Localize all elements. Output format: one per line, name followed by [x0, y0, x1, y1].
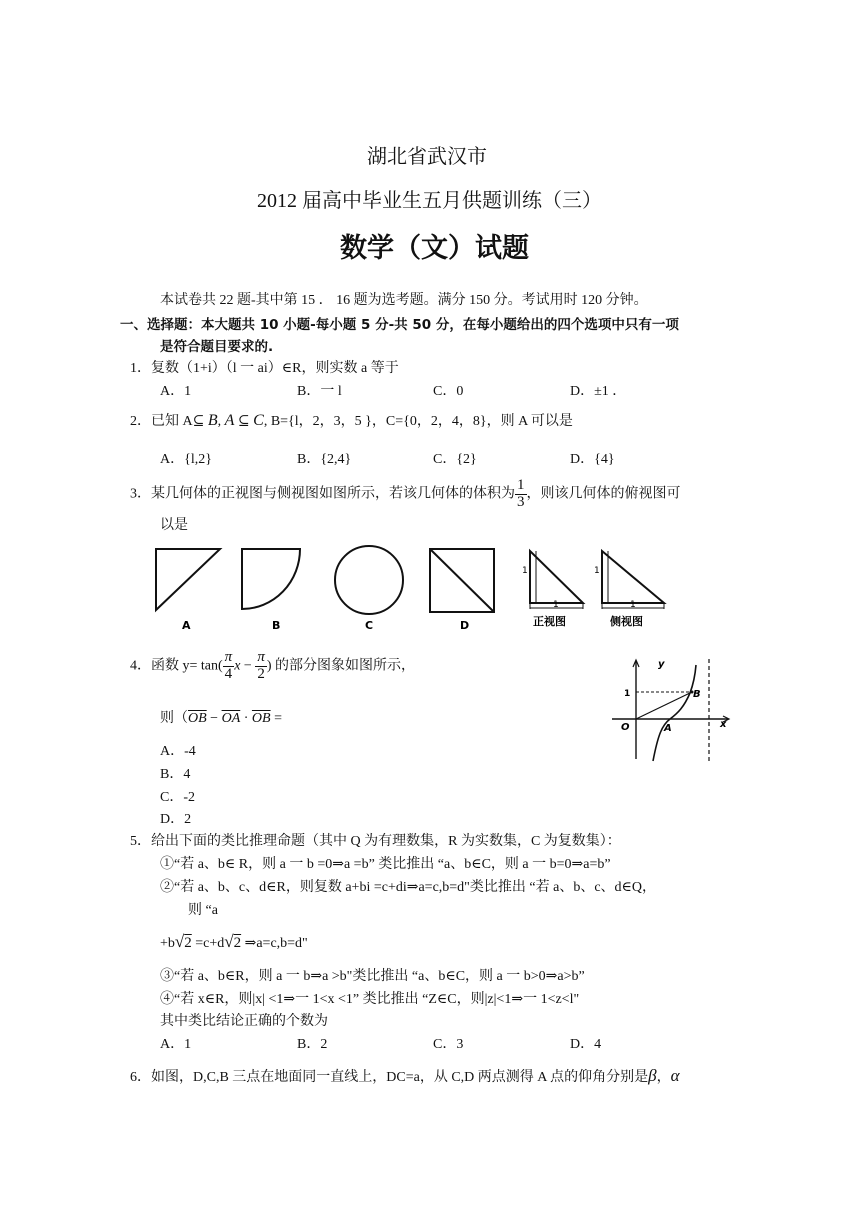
q4-option-d: D．2: [160, 812, 192, 827]
q4-option-b: B．4: [160, 767, 191, 782]
title-exam: 2012 届高中毕业生五月供题训练（三）: [257, 190, 602, 212]
title-subject: 数学（文）试题: [340, 233, 529, 264]
q2-option-d: D．{4}: [570, 452, 615, 467]
fig-label-c: C: [365, 619, 374, 632]
fig-label-b: B: [272, 619, 281, 632]
q5-item-4: ④“若 x∈R，则|x| <1⇒一 1<x <1” 类比推出 “Z∈C，则|z|<1⇒一 1<z<l": [160, 992, 580, 1007]
q2-option-c: C．{2}: [433, 452, 477, 467]
y-label: y: [658, 659, 665, 670]
section-heading-cont: 是符合题目要求的.: [160, 339, 274, 355]
fig-label-d: D: [460, 619, 470, 632]
intro-text: 本试卷共 22 题-其中第 15 ． 16 题为选考题。满分 150 分。考试用时 120 分钟。: [160, 293, 648, 308]
q3-stem-cont: 以是: [160, 518, 188, 533]
q3-stem: 3．某几何体的正视图与侧视图如图所示，若该几何体的体积为 $\frac{1}{3}$ ，则该几何体的俯视图可: [130, 477, 681, 510]
q1-option-a: A．1: [160, 384, 192, 399]
q2-option-b: B．{2,4}: [297, 452, 352, 467]
q5-item-2: ②“若 a、b、c、d∈R，则复数 a+bi =c+di⇒a=c,b=d"类比推出 “若 a、b、c、d∈Q，: [160, 880, 657, 895]
q5-stem: 5．给出下面的类比推理命题（其中 Q 为有理数集，R 为实数集，C 为复数集）：: [130, 834, 621, 849]
q5-option-b: B．2: [297, 1037, 328, 1052]
fig-label-a: A: [182, 619, 191, 632]
origin-label: O: [621, 722, 630, 733]
q1-stem: 1．复数（1+i）（l 一 ai）∈R，则实数 a 等于: [130, 361, 399, 376]
q1-option-d: D．±1 ．: [570, 384, 627, 399]
option-d-shape: [430, 549, 494, 612]
q4-option-c: C．-2: [160, 790, 195, 805]
q4-stem: 4．函数 y= tan( $\frac{\pi}{4}$ x − $\frac{\pi}{2}$ ) 的部分图象如图所示，: [130, 649, 415, 682]
q5-option-d: D．4: [570, 1037, 602, 1052]
front-view-label: 正视图: [533, 615, 566, 628]
q5-item-1: ①“若 a、b∈ R，则 a 一 b =0⇒a =b” 类比推出 “a、b∈C，则 a 一 b=0⇒a=b”: [160, 857, 611, 872]
side-dim-label: 1: [594, 566, 600, 576]
option-c-shape: [335, 546, 403, 614]
q5-option-a: A．1: [160, 1037, 192, 1052]
q4-expression: 则（$\overline{OB} - \overline{OA} \cdot \overline{OB}$ =: [160, 711, 282, 726]
q5-option-c: C．3: [433, 1037, 464, 1052]
q5-item-2-cont: 则 “a: [188, 903, 218, 918]
point-a-label: A: [664, 723, 672, 734]
q4-graph: [610, 655, 732, 763]
tick-label-one: 1: [624, 689, 631, 699]
q5-item-2-formula: +b√2 =c+d√2 ⇒a=c,b=d": [160, 932, 308, 951]
point-b-label: B: [693, 689, 701, 700]
front-dim-label: 1: [522, 566, 528, 576]
q1-option-b: B．一 l: [297, 384, 342, 399]
q4-option-a: A．-4: [160, 744, 196, 759]
side-bottom-dim-label: 1: [630, 600, 636, 610]
q2-stem: 2．已知 A⊆ B, A ⊆ C, B={l，2，3，5 }，C={0，2，4，8}，则 A 可以是: [130, 412, 573, 429]
x-label: x: [720, 719, 727, 730]
q5-question: 其中类比结论正确的个数为: [160, 1014, 328, 1029]
q3-figure: [150, 545, 670, 635]
option-b-shape: [242, 549, 300, 609]
side-view-label: 侧视图: [610, 615, 643, 628]
q1-option-c: C．0: [433, 384, 464, 399]
option-a-shape: [156, 549, 220, 610]
front-bottom-dim-label: 1: [553, 600, 559, 610]
tan-curve: [653, 665, 696, 761]
q5-item-3: ③“若 a、b∈R，则 a 一 b⇒a >b"类比推出 “a、b∈C，则 a 一 b>0⇒a>b”: [160, 969, 585, 984]
title-region: 湖北省武汉市: [367, 146, 487, 168]
q6-stem: 6．如图，D,C,B 三点在地面同一直线上，DC=a，从 C,D 两点测得 A 点的仰角分别是β，α: [130, 1066, 680, 1085]
q2-option-a: A．{l,2}: [160, 452, 212, 467]
section-heading: 一、选择题：本大题共 10 小题-每小题 5 分-共 50 分，在每小题给出的四个选项中只有一项: [120, 317, 679, 333]
